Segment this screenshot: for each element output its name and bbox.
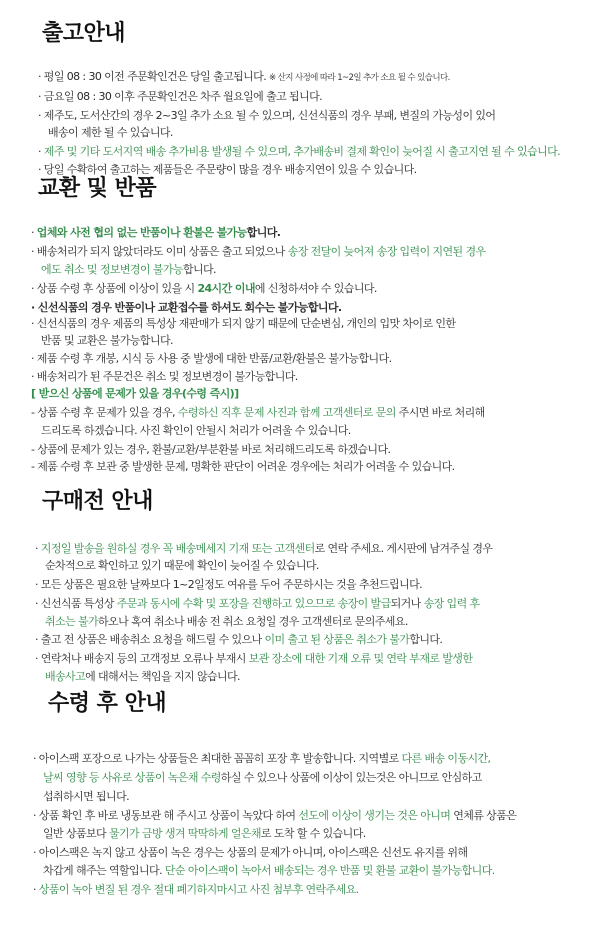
notice-text: 하실 수 있으나 상품에 이상이 있는것은 아니므로 안심하고: [220, 771, 482, 784]
notice-text: 합니다.: [409, 633, 443, 646]
notice-text: 되거나: [390, 597, 424, 610]
highlight-text: 24시간 이내: [197, 282, 255, 295]
notice-line: [41, 335, 173, 346]
notice-line: [45, 560, 319, 571]
highlight-text: 송장 전달이 늦어져 송장 입력이 지연된 경우: [287, 245, 486, 258]
highlight-text: 물기가 금방 생겨 딱딱하게 얼은채: [108, 827, 261, 840]
notice-text: · 모든 상품은 필요한 날짜보다 1~2일정도 여유를 두어 주문하시는 것을 추천드립니다.: [35, 578, 423, 591]
notice-text: 로 연락 주세요. 게시판에 남겨주실 경우: [314, 542, 493, 555]
notice-text: · 제품 수령 후 개봉, 시식 등 사용 중 발생에 대한 반품/교환/환불은 불가능합니다.: [31, 352, 392, 365]
notice-line: [35, 634, 442, 645]
notice-line: [41, 264, 216, 275]
notice-text: 주시면 바로 처리해: [395, 406, 485, 419]
highlight-text: 주문과 동시에 수확 및 포장을 진행하고 있으므로 송장이 발급: [116, 597, 391, 610]
notice-text: 배송이 제한 될 수 있습니다.: [48, 126, 173, 139]
highlight-text: 송장 입력 후: [423, 597, 480, 610]
notice-text: · 신선식품의 경우 제품의 특성상 재판매가 되지 않기 때문에 단순변심, 개인의 입맛 차이로 인한: [31, 317, 456, 330]
notice-line: [45, 616, 408, 627]
notice-line: [38, 71, 450, 83]
notice-text: · 배송처리가 되지 않았더라도 이미 상품은 출고 되었으나: [31, 245, 288, 258]
notice-line: [41, 425, 351, 436]
notice-text: - 상품에 문제가 있는 경우, 환불/교환/부분환불 바로 처리해드리도록 하겠습니다.: [31, 443, 391, 456]
notice-text: 섭취하시면 됩니다.: [43, 790, 130, 803]
notice-text: · 신선식품의 경우 반품이나 교환접수를 하셔도 회수는 불가능합니다.: [31, 301, 342, 314]
notice-text: · 신선식품 특성상: [35, 597, 117, 610]
highlight-text: 이미 출고 된 상품은 취소가 불가: [264, 633, 410, 646]
highlight-text: 업체와 사전 협의 없는 반품이나 환불은 불가능: [36, 226, 247, 239]
highlight-text: 보관 장소에 대한 기재 오류 및 연락 부재로 발생한: [248, 652, 473, 665]
section-title: 교환 및 반품: [38, 176, 157, 201]
notice-text: 연체류 상품은: [450, 809, 517, 822]
highlight-text: 선도에 이상이 생기는 것은 아니며: [298, 809, 451, 822]
notice-text: 차갑게 해주는 역할입니다.: [43, 864, 165, 877]
notice-text: ·: [38, 145, 44, 158]
notice-text: 드리도록 하겠습니다. 사진 확인이 안될시 처리가 어려울 수 있습니다.: [41, 424, 351, 437]
notice-line: [35, 598, 480, 609]
notice-text: 하오나 혹여 취소나 배송 전 취소 요청일 경우 고객센터로 문의주세요.: [98, 615, 408, 628]
notice-line: [35, 653, 472, 664]
notice-text: · 당일 수확하여 출고하는 제품들은 주문량이 많을 경우 배송지연이 있을 수 있습니다.: [38, 163, 417, 176]
notice-line: [31, 444, 390, 455]
notice-line: [31, 302, 342, 313]
highlight-text: 제주 및 기타 도서지역 배송 추가비용 발생될 수 있으며, 추가배송비 결제 확인이 늦어질 시 출고지연 될 수 있습니다.: [43, 145, 561, 158]
notice-line: [33, 884, 359, 895]
highlight-text: 단순 아이스팩이 녹아서 배송되는 경우 반품 및 환불 교환이 불가능합니다.: [164, 864, 495, 877]
notice-text: ·: [35, 542, 41, 555]
notice-text: · 아이스팩은 녹지 않고 상품이 녹은 경우는 상품의 문제가 아니며, 아이스팩은 신선도 유지를 위해: [33, 846, 468, 859]
notice-line: [31, 461, 455, 472]
notice-line: [31, 388, 239, 399]
section-title: 수령 후 안내: [48, 691, 167, 716]
highlight-text: [ 받으신 상품에 문제가 있을 경우(수령 즉시)]: [31, 387, 239, 400]
notice-line: [31, 353, 391, 364]
notice-line: [35, 543, 492, 554]
notice-text: · 상품 확인 후 바로 냉동보관 해 주시고 상품이 녹았다 하여: [33, 809, 299, 822]
notice-line: [48, 127, 173, 138]
notice-line: [33, 810, 516, 821]
notice-line: [38, 110, 495, 121]
notice-line: [43, 828, 366, 839]
notice-line: [35, 579, 422, 590]
notice-line: [43, 865, 495, 876]
notice-text: 에 대해서는 책임을 지지 않습니다.: [85, 670, 240, 683]
notice-text: · 아이스팩 포장으로 나가는 상품들은 최대한 꼼꼼히 포장 후 발송합니다. 지역별로: [33, 752, 402, 765]
notice-text: · 연락처나 배송지 등의 고객정보 오류나 부재시: [35, 652, 249, 665]
notice-line: [31, 283, 377, 294]
notice-text: ·: [31, 226, 37, 239]
notice-line: [33, 753, 490, 764]
highlight-text: 날씨 영향 등 사유로 상품이 녹은채 수령: [43, 771, 221, 784]
notice-line: [31, 318, 455, 329]
notice-text: ·: [33, 883, 39, 896]
highlight-text: 수령하신 직후 문제 사진과 함께 고객센터로 문의: [177, 406, 396, 419]
notice-text: - 상품 수령 후 문제가 있을 경우,: [31, 406, 178, 419]
notice-line: [31, 227, 280, 238]
notice-line: [38, 164, 417, 175]
notice-line: [45, 671, 240, 682]
notice-text: 로 도착 할 수 있습니다.: [260, 827, 366, 840]
notice-text: 합니다.: [246, 226, 281, 239]
notice-text: - 제품 수령 후 보관 중 발생한 문제, 명확한 판단이 어려운 경우에는 처리가 어려울 수 있습니다.: [31, 460, 455, 473]
notice-text: · 금요일 08 : 30 이후 주문확인건은 차주 월요일에 출고 됩니다.: [38, 90, 323, 103]
notice-line: [38, 91, 322, 102]
highlight-text: 취소는 불가: [45, 615, 99, 628]
notice-text: · 제주도, 도서산간의 경우 2~3일 추가 소요 될 수 있으며, 신선식품의 경우 부패, 변질의 가능성이 있어: [38, 109, 496, 122]
notice-line: [43, 772, 482, 783]
notice-line: [43, 791, 129, 802]
notice-text: ※ 산지 사정에 따라 1~2일 추가 소요 될 수 있습니다.: [269, 73, 450, 83]
highlight-text: 에도 취소 및 정보변경이 불가능: [41, 263, 183, 276]
notice-text: · 배송처리가 된 주문건은 취소 및 정보변경이 불가능합니다.: [31, 370, 298, 383]
notice-text: 일반 상품보다: [43, 827, 109, 840]
notice-line: [38, 146, 560, 157]
notice-text: · 출고 전 상품은 배송취소 요청을 해드릴 수 있으나: [35, 633, 265, 646]
notice-text: 에 신청하셔야 수 있습니다.: [254, 282, 377, 295]
highlight-text: 다른 배송 이동시간,: [401, 752, 491, 765]
notice-text: · 상품 수령 후 상품에 이상이 있을 시: [31, 282, 198, 295]
highlight-text: 지정일 발송을 원하실 경우 꼭 배송메세지 기재 또는 고객센터: [40, 542, 315, 555]
notice-line: [31, 407, 485, 418]
notice-text: 반품 및 교환은 불가능합니다.: [41, 334, 173, 347]
notice-text: · 평일 08 : 30 이전 주문확인건은 당일 출고됩니다.: [38, 70, 270, 83]
notice-line: [31, 371, 298, 382]
notice-text: 순차적으로 확인하고 있기 때문에 확인이 늦어질 수 있습니다.: [45, 559, 319, 572]
notice-text: 합니다.: [182, 263, 216, 276]
notice-line: [33, 847, 467, 858]
section-title: 출고안내: [42, 21, 126, 46]
highlight-text: 상품이 녹아 변질 된 경우 절대 폐기하지마시고 사진 첨부후 연락주세요.: [38, 883, 359, 896]
section-title: 구매전 안내: [42, 489, 153, 514]
highlight-text: 배송사고: [45, 670, 86, 683]
notice-line: [31, 246, 486, 257]
